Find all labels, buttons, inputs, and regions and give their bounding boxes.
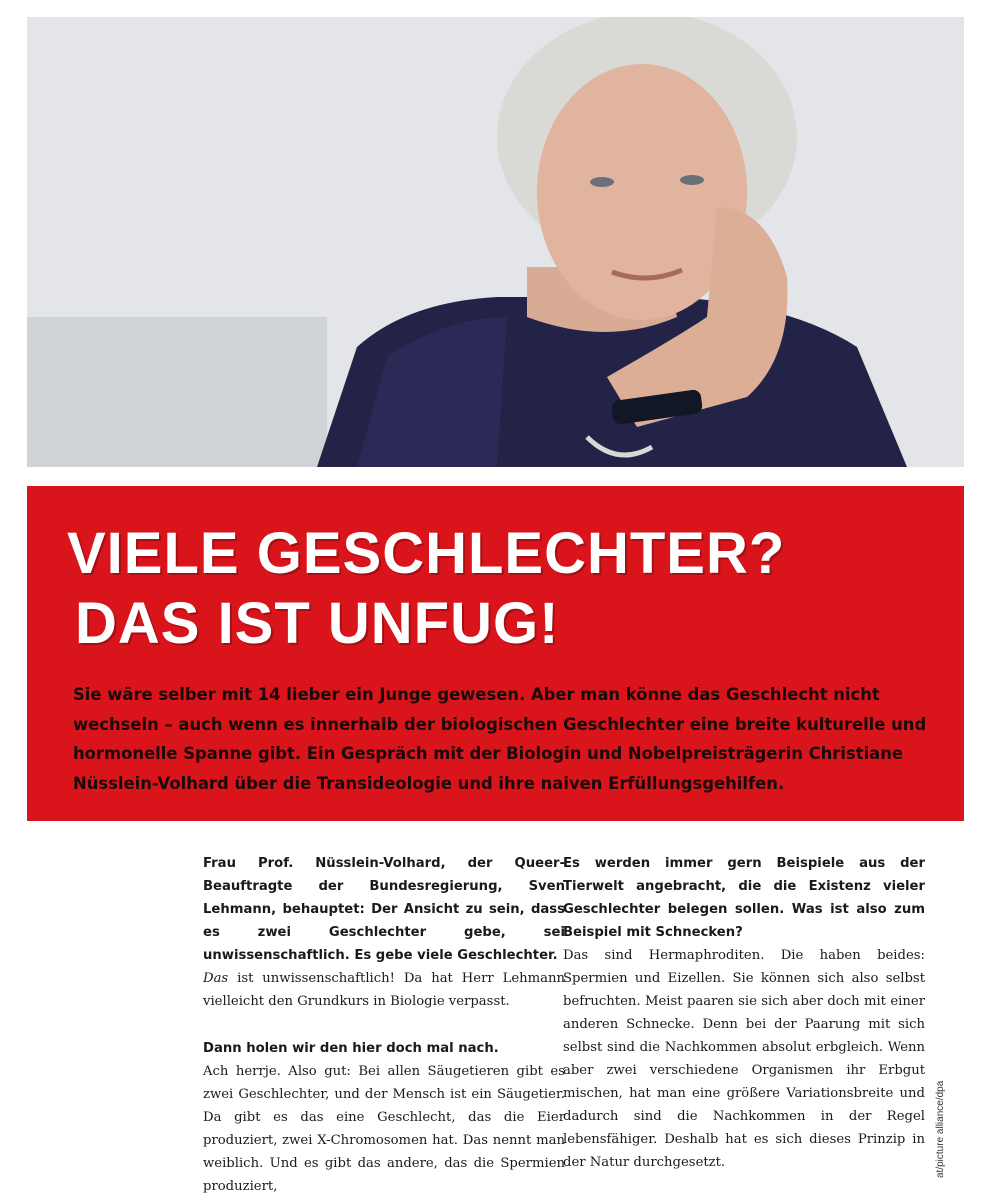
headline-line-2: DAS IST UNFUG!: [75, 591, 560, 656]
question-2: Dann holen wir den hier doch mal nach.: [203, 1041, 499, 1056]
answer-1: [203, 967, 565, 1013]
portrait-photo: [27, 17, 964, 467]
answer-3: Das sind Hermaphroditen. Die haben beides: Spermien und Eizellen. Sie können sich also selbst befruchten. Meist paaren sie sich aber doch mit einer anderen Schnecke. Denn bei der Paarung mit sich selbst sind die Nachkommen absolut erbgleich. Wenn aber zwei verschiedene Organismen ihr Erbgut mischen, hat man eine größere Variationsbreite und dadurch sind die Nachkommen in der Regel lebensfähiger. Deshalb hat es sich dieses Prinzip in der Natur durchgesetzt.: [563, 948, 925, 1170]
headline-line-1: VIELE GESCHLECHTER?: [67, 521, 786, 586]
article-column-2: [563, 852, 925, 1174]
lead-paragraph: Sie wäre selber mit 14 lieber ein Junge gewesen. Aber man könne das Geschlecht nicht wechseln – auch wenn es innerhalb der biologischen Geschlechter eine breite kulturelle und hormonelle Spanne gibt. Ein Gespräch mit der Biologin und Nobelpreisträgerin Christiane Nüsslein-Volhard über die Transideologie und ihre naiven Erfüllungsgehilfen.: [73, 685, 927, 793]
question-3: Es werden immer gern Beispiele aus der Tierwelt angebracht, die die Existenz vieler Geschlechter belegen sollen. Was ist also zum Beispiel mit Schnecken?: [563, 856, 925, 940]
question-1: Frau Prof. Nüsslein-Volhard, der Queer-Beauftragte der Bundesregierung, Sven Lehmann, behauptet: Der Ansicht zu sein, dass es zwei Geschlechter gebe, sei unwissenschaftlich. Es gebe viele Geschlechter.: [203, 856, 565, 963]
headline-banner: [27, 486, 964, 821]
answer-1-emphasis: Das: [203, 971, 229, 986]
article-column-1: [203, 852, 565, 1198]
answer-1-text: ist unwissenschaftlich! Da hat Herr Lehmann vielleicht den Grundkurs in Biologie verpasst.: [203, 971, 565, 1009]
answer-2: Ach herrje. Also gut: Bei allen Säugetieren gibt es zwei Geschlechter, und der Mensch ist ein Säugetier. Da gibt es das eine Geschlecht, das die Eier produziert, zwei X-Chromosomen hat. Das nennt man weiblich. Und es gibt das andere, das die Spermien produziert,: [203, 1064, 565, 1194]
photo-credit: at/picture alliance/dpa: [935, 1080, 946, 1178]
